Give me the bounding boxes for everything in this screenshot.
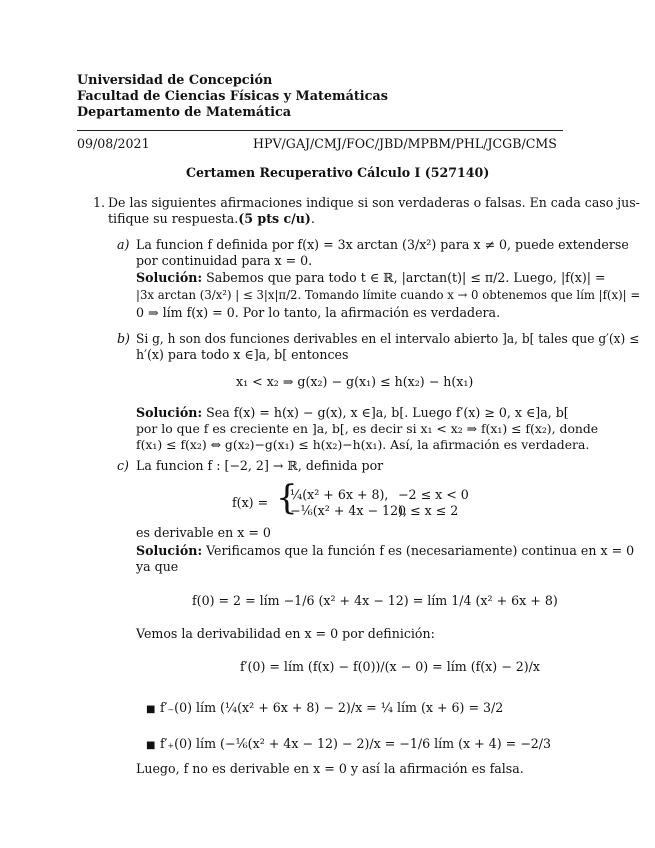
part-c-statement-line2: es derivable en x = 0: [136, 525, 271, 540]
left-derivative-line: f′₋(0) lím (¼(x² + 6x + 8) − 2)/x = ¼ lím (x + 6) = 3/2: [160, 700, 504, 715]
part-c-solution-line1: Solución: Verificamos que la función f es (necesariamente) continua en x = 0: [136, 543, 635, 558]
bullet-marker: ■: [146, 740, 156, 751]
bullet-marker: ■: [146, 704, 156, 715]
faculty-name: Facultad de Ciencias Físicas y Matemáticas: [77, 89, 388, 104]
header-rule: [77, 130, 563, 131]
problem-statement-line1: De las siguientes afirmaciones indique si son verdaderas o falsas. En cada caso jus-: [108, 195, 640, 210]
part-c-conclusion: Luego, f no es derivable en x = 0 y así la afirmación es falsa.: [136, 761, 524, 776]
part-c-label: c): [117, 458, 129, 473]
solution-label: Solución:: [136, 405, 203, 420]
exam-date: 09/08/2021: [77, 136, 150, 151]
part-b-display-equation: x₁ < x₂ ⇒ g(x₂) − g(x₁) ≤ h(x₂) − h(x₁): [236, 374, 474, 389]
right-derivative-line: f′₊(0) lím (−⅙(x² + 4x − 12) − 2)/x = −1/6 lím (x + 4) = −2/3: [160, 736, 552, 751]
part-b-solution-line1: Solución: Sea f(x) = h(x) − g(x), x ∈]a, b[. Luego f′(x) ≥ 0, x ∈]a, b[: [136, 405, 569, 420]
solution-label: Solución:: [136, 543, 203, 558]
part-b-solution-line3: f(x₁) ≤ f(x₂) ⇔ g(x₂)−g(x₁) ≤ h(x₂)−h(x₁). Así, la afirmación es verdadera.: [136, 437, 590, 452]
part-a-solution-line2: |3x arctan (3/x²) | ≤ 3|x|π/2. Tomando límite cuando x → 0 obtenemos que lím |f(x)| =: [136, 288, 641, 302]
part-a-statement-line1: La funcion f definida por f(x) = 3x arctan (3/x²) para x ≠ 0, puede extenderse: [136, 237, 629, 252]
university-name: Universidad de Concepción: [77, 73, 273, 88]
part-b-statement-line2: h′(x) para todo x ∈]a, b[ entonces: [136, 347, 349, 362]
derivative-definition-equation: f′(0) = lím (f(x) − f(0))/(x − 0) = lím (f(x) − 2)/x: [240, 659, 541, 674]
part-a-label: a): [117, 237, 130, 252]
piecewise-case2: −⅙(x² + 4x − 12),: [290, 503, 407, 518]
exam-title: Certamen Recuperativo Cálculo I (527140): [186, 165, 490, 180]
piecewise-case1: ¼(x² + 6x + 8),: [290, 487, 389, 502]
part-a-solution-line3: 0 ⇒ lím f(x) = 0. Por lo tanto, la afirmación es verdadera.: [136, 305, 501, 320]
part-b-label: b): [117, 331, 130, 346]
part-a-statement-line2: por continuidad para x = 0.: [136, 253, 313, 268]
part-b-statement-line1: Si g, h son dos funciones derivables en el intervalo abierto ]a, b[ tales que g′(x) ≤: [136, 331, 640, 346]
author-initials: HPV/GAJ/CMJ/FOC/JBD/MPBM/PHL/JCGB/CMS: [253, 136, 557, 151]
part-b-solution-line2: por lo que f es creciente en ]a, b[, es decir si x₁ < x₂ ⇒ f(x₁) ≤ f(x₂), donde: [136, 421, 599, 436]
department-name: Departamento de Matemática: [77, 105, 292, 120]
problem-statement-line2: tifique su respuesta.(5 pts c/u).: [108, 211, 315, 226]
piecewise-brace: {: [276, 478, 298, 518]
part-c-solution-line3: Vemos la derivabilidad en x = 0 por definición:: [136, 626, 435, 641]
piecewise-case1-condition: −2 ≤ x < 0: [398, 487, 469, 502]
problem-number: 1.: [93, 195, 106, 210]
piecewise-lhs: f(x) =: [232, 495, 269, 510]
points-label: (5 pts c/u): [238, 211, 311, 226]
part-a-solution-line1: Solución: Sabemos que para todo t ∈ ℝ, |arctan(t)| ≤ π/2. Luego, |f(x)| =: [136, 270, 606, 285]
piecewise-case2-condition: 0 ≤ x ≤ 2: [398, 503, 459, 518]
continuity-equation: f(0) = 2 = lím −1/6 (x² + 4x − 12) = lím 1/4 (x² + 6x + 8): [192, 593, 558, 608]
part-c-statement-line1: La funcion f : [−2, 2] → ℝ, definida por: [136, 458, 384, 473]
solution-label: Solución:: [136, 270, 203, 285]
part-c-solution-line2: ya que: [136, 559, 179, 574]
